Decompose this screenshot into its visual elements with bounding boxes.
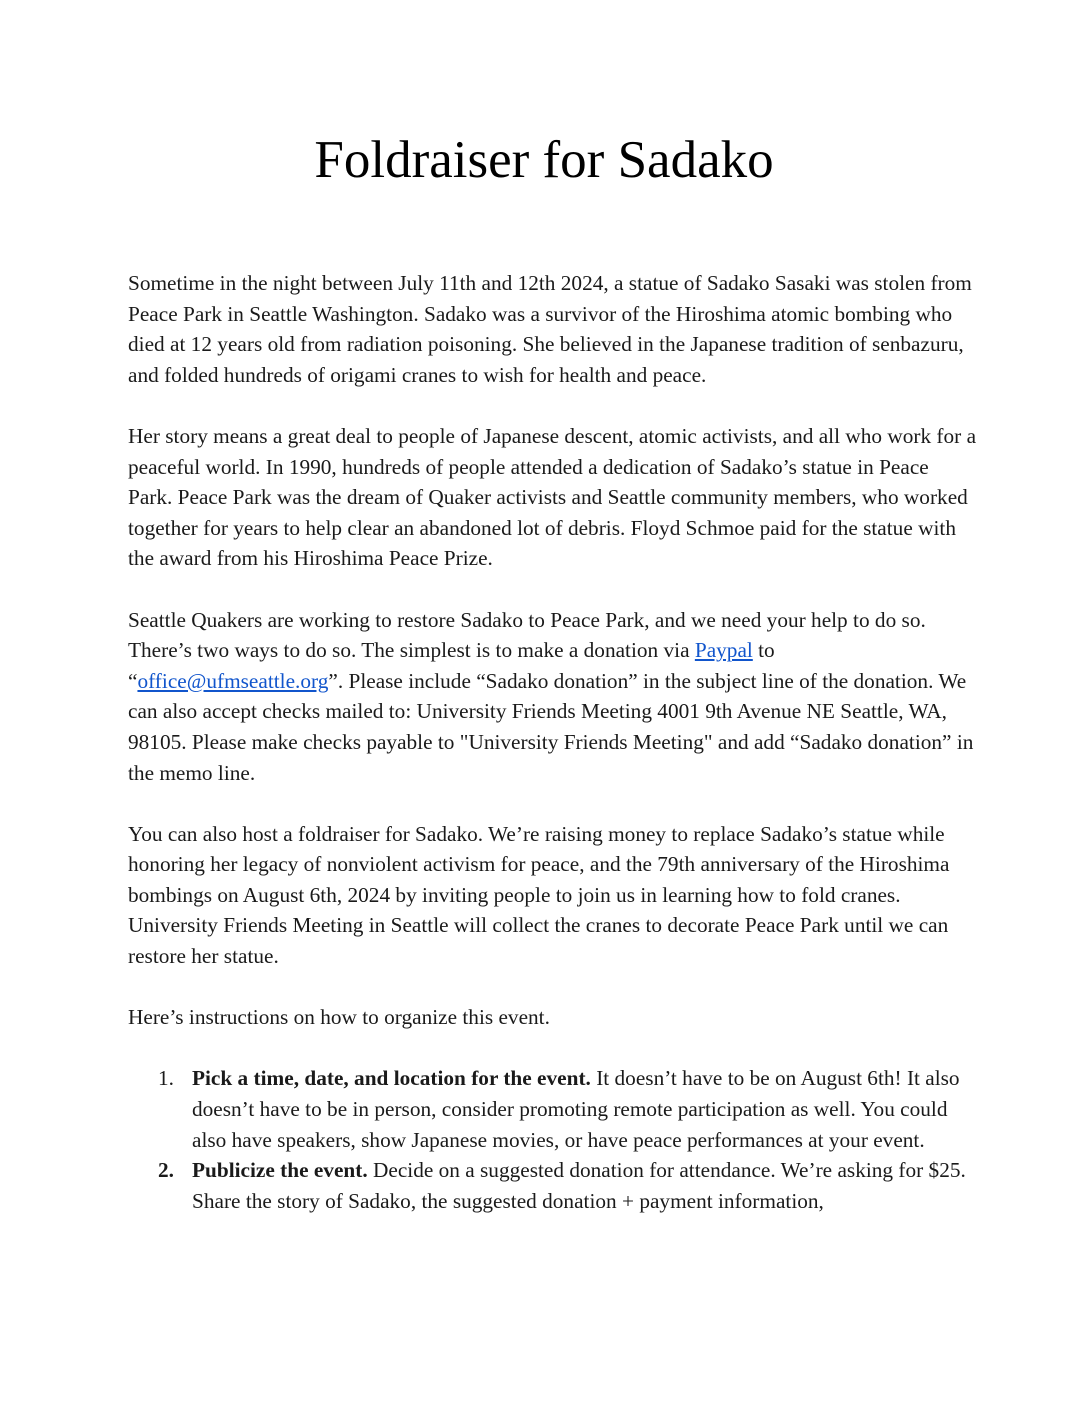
list-item-heading: Pick a time, date, and location for the event. (192, 1066, 591, 1091)
paragraph-history: Her story means a great deal to people of Japanese descent, atomic activists, and all who work for a peaceful world. In 1990, hundreds of people attended a dedication of Sadako’s statue in Peace Park. Peace Park was the dream of Quaker activists and Seattle community members, who worked together for years to help clear an abandoned lot of debris. Floyd Schmoe paid for the statue with the award from his Hiroshima Peace Prize. (128, 423, 977, 571)
paragraph-foldraiser: You can also host a foldraiser for Sadako. We’re raising money to replace Sadako’s statue while honoring her legacy of nonviolent activism for peace, and the 79th anniversary of the Hiroshima bombings on August 6th, 2024 by inviting people to join us in learning how to fold cranes. University Friends Meeting in Seattle will collect the cranes to decorate Peace Park until we can restore her statue. (128, 821, 950, 969)
list-item-text: Decide on a suggested donation for attendance. We’re asking for $25. Share the story of Sadako, the suggested donation + payment information, (192, 1158, 966, 1213)
paragraph-instructions-intro: Here’s instructions on how to organize this event. (128, 1005, 550, 1030)
list-item-text: It doesn’t have to be on August 6th! It also doesn’t have to be in person, consider promoting remote participation as well. You could also have speakers, show Japanese movies, or have peace performances at your event. (192, 1066, 960, 1152)
list-item-number: 2. (158, 1158, 174, 1183)
paragraph-donation (128, 605, 978, 789)
donation-text-a: Seattle Quakers are working to restore Sadako to Peace Park, and we need your help to do so. There’s two ways to do so. The simplest is to make a donation via (128, 607, 926, 663)
paragraph-theft: Sometime in the night between July 11th and 12th 2024, a statue of Sadako Sasaki was stolen from Peace Park in Seattle Washington. Sadako was a survivor of the Hiroshima atomic bombing who died at 12 years old from radiation poisoning. She believed in the Japanese tradition of senbazuru, and folded hundreds of origami cranes to wish for health and peace. (128, 271, 972, 387)
list-item (158, 1063, 978, 1155)
donation-text-c: ”. Please include “Sadako donation” in the subject line of the donation. We can also accept checks mailed to: University Friends Meeting 4001 9th Avenue NE Seattle, WA, 98105. Please make checks payable to "University Friends Meeting" and add “Sadako donation” in the memo line. (128, 668, 974, 785)
list-item-number: 1. (158, 1066, 174, 1091)
list-item-heading: Publicize the event. (192, 1158, 368, 1183)
document-title: Foldraiser for Sadako (314, 131, 774, 189)
donation-text-b: to “ (128, 638, 775, 693)
email-link[interactable]: office@ufmseattle.org (137, 668, 329, 693)
list-item (158, 1155, 978, 1216)
document-body (128, 268, 978, 1216)
paypal-link[interactable]: Paypal (694, 638, 753, 663)
instructions-list (128, 1063, 978, 1216)
